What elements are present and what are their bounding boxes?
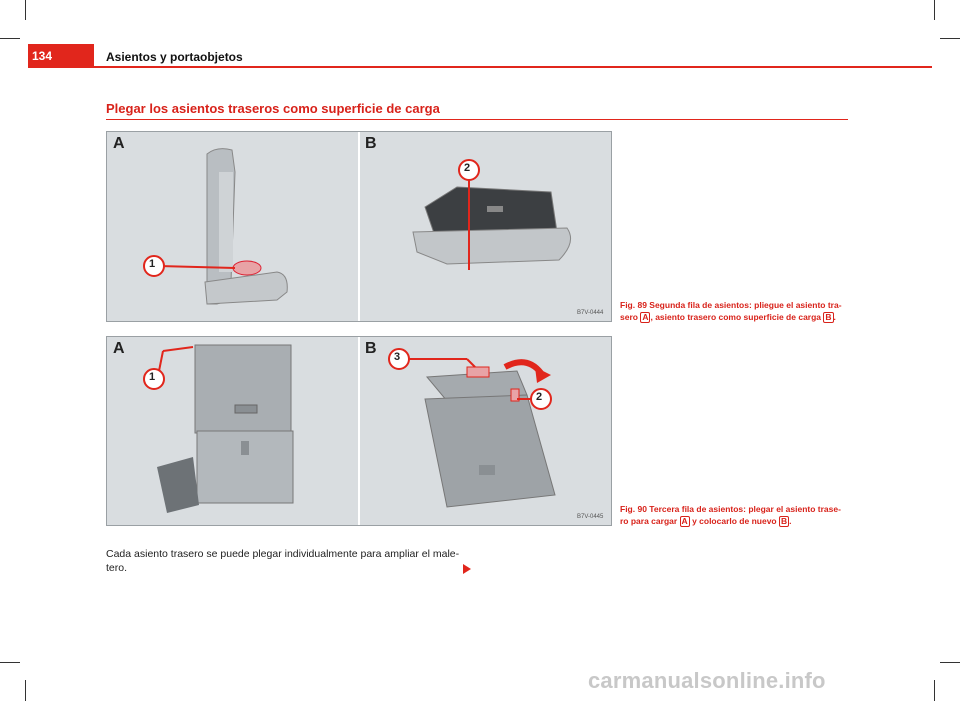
- ref-a: A: [681, 516, 688, 526]
- ref-a: A: [642, 312, 649, 322]
- watermark: carmanualsonline.info: [588, 668, 826, 693]
- callout-2: 2: [464, 162, 471, 174]
- section-title: Plegar los asientos traseros como superficie de carga: [106, 101, 440, 116]
- crop-mark: [934, 0, 935, 20]
- panel-a-label: A: [113, 135, 125, 152]
- callout-1: 1: [149, 258, 156, 270]
- figure-code: B7V-0445: [577, 514, 604, 520]
- crop-mark: [25, 680, 26, 701]
- figure-90-illustration: [107, 337, 611, 525]
- figure-code: B7V-0444: [577, 310, 604, 316]
- panel-a-label: A: [113, 340, 125, 357]
- section-rule: [106, 119, 848, 120]
- panel-b-label: B: [365, 340, 377, 357]
- chapter-title: Asientos y portaobjetos: [106, 50, 243, 64]
- crop-mark: [940, 662, 960, 663]
- page-number: 134: [32, 49, 53, 63]
- panel-b-label: B: [365, 135, 377, 152]
- body-paragraph: Cada asiento trasero se puede plegar individualmente para ampliar el male-tero.: [106, 548, 460, 574]
- ref-b: B: [781, 516, 788, 526]
- header-rule: [94, 66, 932, 68]
- callout-1: 1: [149, 371, 156, 383]
- crop-mark: [934, 680, 935, 701]
- figure-90-caption: Fig. 90 Tercera fila de asientos: plegar el asiento trase- ro para cargar A y colocarlo de nuevo B .: [620, 504, 841, 526]
- callout-3: 3: [394, 351, 401, 363]
- figure-89-caption: Fig. 89 Segunda fila de asientos: pliegue el asiento tra- sero A , asiento trasero como superficie de carga B .: [620, 300, 842, 322]
- crop-mark: [25, 0, 26, 20]
- figure-89-illustration: [107, 132, 611, 321]
- crop-mark: [0, 38, 20, 39]
- crop-mark: [0, 662, 20, 663]
- figure-90: [106, 336, 612, 526]
- figure-89: [106, 131, 612, 322]
- crop-mark: [940, 38, 960, 39]
- callout-2: 2: [536, 391, 543, 403]
- ref-b: B: [825, 312, 832, 322]
- continue-arrow-icon: [463, 564, 471, 574]
